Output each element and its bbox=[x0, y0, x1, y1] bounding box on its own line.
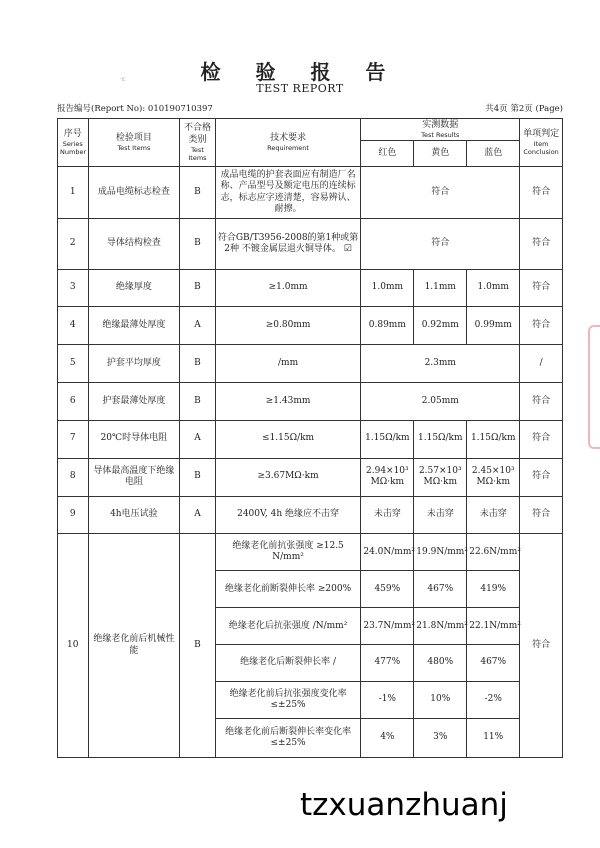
header-yellow: 黄色 bbox=[414, 141, 467, 167]
header-red: 红色 bbox=[361, 141, 414, 167]
watermark-text: tzxuanzhuanj bbox=[300, 787, 508, 823]
test-item: 绝缘最薄处厚度 bbox=[88, 306, 180, 344]
series-number: 1 bbox=[58, 167, 89, 218]
table-row bbox=[58, 218, 563, 269]
result-blue: 0.99mm bbox=[467, 306, 520, 344]
result-red: 0.89mm bbox=[361, 306, 414, 344]
table-row bbox=[58, 496, 563, 534]
requirement: ≤1.15Ω/km bbox=[215, 420, 361, 458]
conclusion: 符合 bbox=[520, 420, 563, 458]
result-merged: 2.05mm bbox=[361, 382, 520, 420]
report-subtitle: TEST REPORT bbox=[256, 82, 344, 95]
series-number: 4 bbox=[58, 306, 89, 344]
header-conclusion: 单项判定 Item Conclusion bbox=[520, 119, 563, 167]
requirement: /mm bbox=[215, 344, 361, 382]
result-merged: 符合 bbox=[361, 218, 520, 269]
result-red: 4% bbox=[361, 718, 414, 757]
category: B bbox=[180, 382, 216, 420]
result-red: 23.7N/mm² bbox=[361, 608, 414, 645]
conclusion: / bbox=[520, 344, 563, 382]
result-blue: 419% bbox=[467, 571, 520, 608]
checkbox-icon: ☑ bbox=[343, 243, 352, 254]
series-number: 8 bbox=[58, 458, 89, 496]
report-title: 检 验 报 告 bbox=[200, 60, 400, 84]
requirement: 绝缘老化后抗张强度 /N/mm² bbox=[215, 608, 361, 645]
category: B bbox=[180, 269, 216, 306]
result-yellow: 10% bbox=[414, 682, 467, 719]
category: A bbox=[180, 306, 216, 344]
result-blue: 1.0mm bbox=[467, 269, 520, 306]
table-row bbox=[58, 534, 563, 571]
conclusion: 符合 bbox=[520, 167, 563, 218]
result-red: 2.94×10³ MΩ·km bbox=[361, 458, 414, 496]
result-blue: 11% bbox=[467, 718, 520, 757]
report-number: 报告编号(Report No): 010190710397 bbox=[57, 104, 213, 114]
requirement: 绝缘老化前后抗张强度变化率 ≤±25% bbox=[215, 682, 361, 719]
result-yellow: 2.57×10³ MΩ·km bbox=[414, 458, 467, 496]
result-yellow: 1.15Ω/km bbox=[414, 420, 467, 458]
header-category: 不合格类别 Test Items bbox=[180, 119, 216, 167]
category: B bbox=[180, 344, 216, 382]
result-yellow: 480% bbox=[414, 645, 467, 682]
page-indicator: 共4页 第2页 (Page) bbox=[485, 104, 563, 114]
test-item: 4h电压试验 bbox=[88, 496, 180, 534]
conclusion: 符合 bbox=[520, 496, 563, 534]
result-red: 未击穿 bbox=[361, 496, 414, 534]
requirement: ≥3.67MΩ·km bbox=[215, 458, 361, 496]
category: B bbox=[180, 218, 216, 269]
result-blue: -2% bbox=[467, 682, 520, 719]
requirement: ≥1.0mm bbox=[215, 269, 361, 306]
conclusion: 符合 bbox=[520, 306, 563, 344]
result-yellow: 1.1mm bbox=[414, 269, 467, 306]
result-yellow: 19.9N/mm² bbox=[414, 534, 467, 571]
header-items: 检验项目 Test Items bbox=[88, 119, 180, 167]
test-item: 绝缘老化前后机械性能 bbox=[88, 534, 180, 758]
table-row bbox=[58, 306, 563, 344]
result-red: 459% bbox=[361, 571, 414, 608]
test-item: 20℃时导体电阻 bbox=[88, 420, 180, 458]
test-results-table bbox=[57, 118, 563, 758]
test-item: 护套最薄处厚度 bbox=[88, 382, 180, 420]
result-merged: 2.3mm bbox=[361, 344, 520, 382]
result-yellow: 未击穿 bbox=[414, 496, 467, 534]
series-number: 7 bbox=[58, 420, 89, 458]
requirement: 绝缘老化前抗张强度 ≥12.5 N/mm² bbox=[215, 534, 361, 571]
result-merged: 符合 bbox=[361, 167, 520, 218]
requirement: 绝缘老化前后断裂伸长率变化率 ≤±25% bbox=[215, 718, 361, 757]
conclusion: 符合 bbox=[520, 218, 563, 269]
result-yellow: 3% bbox=[414, 718, 467, 757]
result-red: 477% bbox=[361, 645, 414, 682]
test-item: 导体最高温度下绝缘电阻 bbox=[88, 458, 180, 496]
requirement: ≥1.43mm bbox=[215, 382, 361, 420]
table-row bbox=[58, 167, 563, 218]
stamp-edge bbox=[588, 325, 600, 449]
series-number: 6 bbox=[58, 382, 89, 420]
requirement: 绝缘老化前断裂伸长率 ≥200% bbox=[215, 571, 361, 608]
header-series: 序号 Series Number bbox=[58, 119, 89, 167]
series-number: 3 bbox=[58, 269, 89, 306]
requirement: 成品电缆的护套表面应有制造厂名称、产品型号及额定电压的连续标志，标志应字迹清楚，容易辨认、耐擦。 bbox=[215, 167, 361, 218]
category: B bbox=[180, 167, 216, 218]
result-blue: 1.15Ω/km bbox=[467, 420, 520, 458]
header-blue: 蓝色 bbox=[467, 141, 520, 167]
series-number: 2 bbox=[58, 218, 89, 269]
result-blue: 未击穿 bbox=[467, 496, 520, 534]
result-yellow: 467% bbox=[414, 571, 467, 608]
result-blue: 22.6N/mm² bbox=[467, 534, 520, 571]
result-blue: 467% bbox=[467, 645, 520, 682]
requirement: 符合GB/T3956-2008的第1种或第2种 不镀金属层退火铜导体。 ☑ bbox=[215, 218, 361, 269]
table-row bbox=[58, 344, 563, 382]
category: A bbox=[180, 420, 216, 458]
category: B bbox=[180, 458, 216, 496]
result-red: 24.0N/mm² bbox=[361, 534, 414, 571]
result-red: -1% bbox=[361, 682, 414, 719]
series-number: 10 bbox=[58, 534, 89, 758]
header-requirement: 技术要求 Requirement bbox=[215, 119, 361, 167]
header-results: 实测数据 Test Results bbox=[361, 119, 520, 141]
small-mark: ·ε bbox=[120, 76, 126, 83]
result-red: 1.15Ω/km bbox=[361, 420, 414, 458]
test-item: 绝缘厚度 bbox=[88, 269, 180, 306]
test-item: 成品电缆标志检查 bbox=[88, 167, 180, 218]
test-item: 导体结构检查 bbox=[88, 218, 180, 269]
table-row bbox=[58, 269, 563, 306]
series-number: 9 bbox=[58, 496, 89, 534]
test-item: 护套平均厚度 bbox=[88, 344, 180, 382]
result-blue: 2.45×10³ MΩ·km bbox=[467, 458, 520, 496]
table-row bbox=[58, 420, 563, 458]
conclusion: 符合 bbox=[520, 534, 563, 758]
result-red: 1.0mm bbox=[361, 269, 414, 306]
series-number: 5 bbox=[58, 344, 89, 382]
table-row bbox=[58, 458, 563, 496]
conclusion: 符合 bbox=[520, 458, 563, 496]
result-yellow: 0.92mm bbox=[414, 306, 467, 344]
result-blue: 22.1N/mm² bbox=[467, 608, 520, 645]
category: B bbox=[180, 534, 216, 758]
conclusion: 符合 bbox=[520, 382, 563, 420]
requirement: 2400V, 4h 绝缘应不击穿 bbox=[215, 496, 361, 534]
requirement: ≥0.80mm bbox=[215, 306, 361, 344]
result-yellow: 21.8N/mm² bbox=[414, 608, 467, 645]
table-row bbox=[58, 382, 563, 420]
category: A bbox=[180, 496, 216, 534]
requirement: 绝缘老化后断裂伸长率 / bbox=[215, 645, 361, 682]
conclusion: 符合 bbox=[520, 269, 563, 306]
